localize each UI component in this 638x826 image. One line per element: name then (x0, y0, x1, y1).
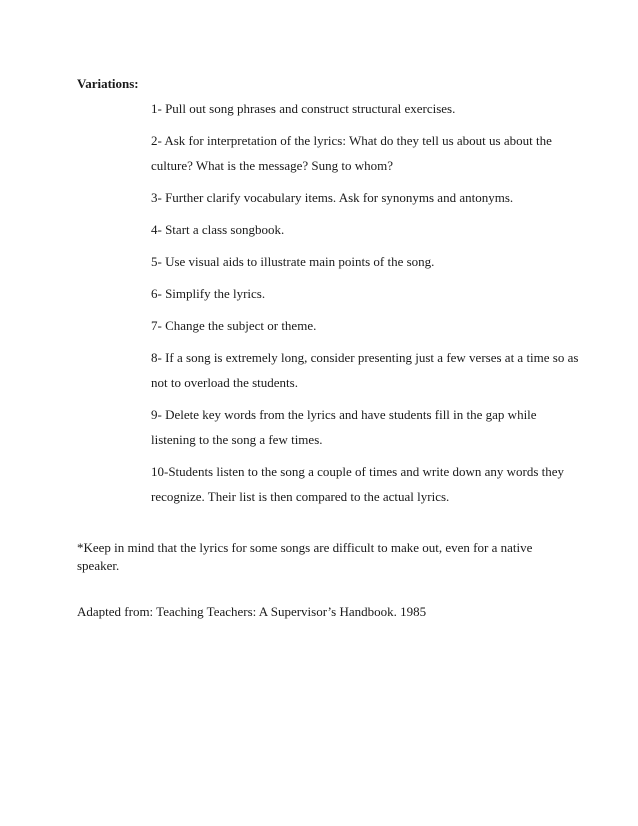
list-item: 2- Ask for interpretation of the lyrics: What do they tell us about us about the culture? What is the message? Sung to whom? (151, 133, 552, 173)
list-item: 9- Delete key words from the lyrics and have students fill in the gap while listening to the song a few times. (151, 407, 537, 447)
list-item: 4- Start a class songbook. (151, 222, 285, 237)
source-citation: Adapted from: Teaching Teachers: A Supervisor’s Handbook. 1985 (77, 604, 427, 619)
list-item: 1- Pull out song phrases and construct structural exercises. (151, 101, 456, 116)
list-item: 6- Simplify the lyrics. (151, 286, 266, 301)
list-item: 10-Students listen to the song a couple of times and write down any words they recognize. Their list is then compared to the actual lyrics. (151, 464, 565, 504)
list-item: 8- If a song is extremely long, consider presenting just a few verses at a time so as not to overload the students. (151, 350, 579, 390)
list-item: 5- Use visual aids to illustrate main points of the song. (151, 254, 435, 269)
footnote: *Keep in mind that the lyrics for some songs are difficult to make out, even for a native speaker. (77, 540, 533, 573)
list-item: 3- Further clarify vocabulary items. Ask for synonyms and antonyms. (151, 190, 514, 205)
variations-heading: Variations: (77, 76, 139, 91)
variations-list (151, 96, 581, 516)
list-item: 7- Change the subject or theme. (151, 318, 317, 333)
